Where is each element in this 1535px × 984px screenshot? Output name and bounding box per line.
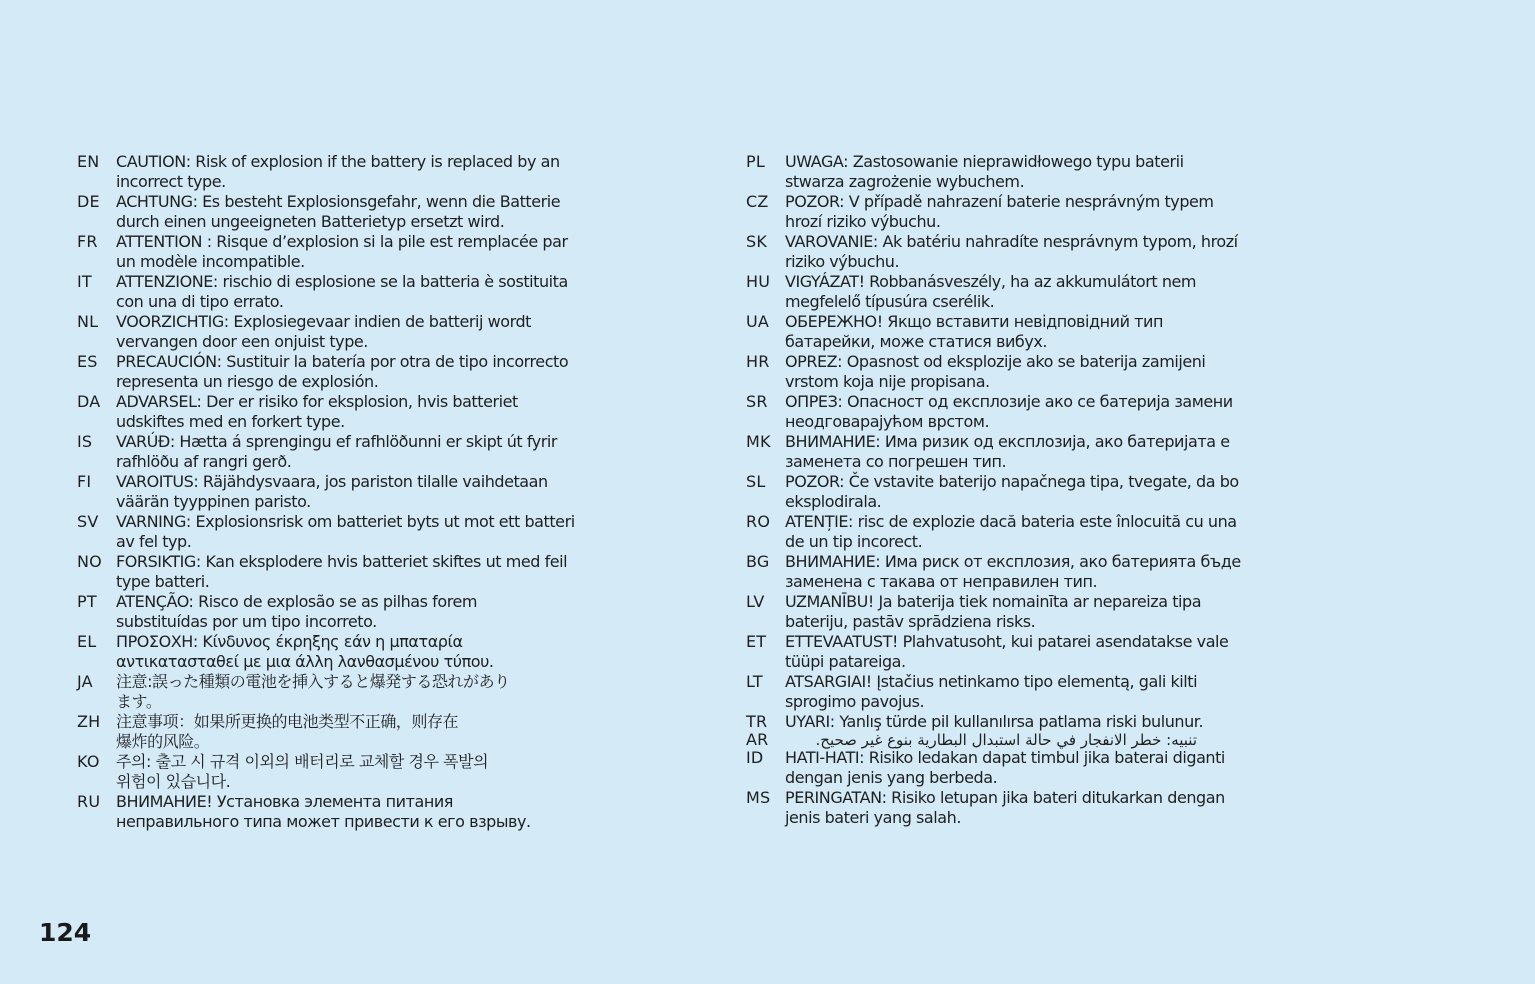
warning-text [785,748,1306,788]
warning-text-line: VARÚÐ: Hætta á sprengingu ef rafhlöðunni er skipt út fyrir [116,432,558,451]
warning-text-line: representa un riesgo de explosión. [116,372,379,391]
warning-text-line: incorrect type. [116,172,226,191]
warning-text [785,392,1306,432]
warning-entry [77,792,637,832]
language-code: IS [77,432,93,451]
warning-entry [77,152,637,192]
warning-text-line: CAUTION: Risk of explosion if the battery is replaced by an [116,152,560,171]
warning-text-line: ATENȚIE: risc de explozie dacă bateria este înlocuită cu una [785,512,1237,531]
warning-text-line: VOORZICHTIG: Explosiegevaar indien de batterij wordt [116,312,532,331]
warning-entry [746,312,1306,352]
warning-entry [746,552,1306,592]
warning-text-line: hrozí riziko výbuchu. [785,212,941,231]
warning-text-line: VAROVANIE: Ak batériu nahradíte nesprávnym typom, hrozí [785,232,1238,251]
language-code: ES [77,352,98,371]
right-column [746,152,1306,828]
left-column [77,152,637,832]
warning-text-line: ATENÇÃO: Risco de explosão se as pilhas forem [116,592,478,611]
warning-entry [77,752,637,792]
warning-entry [77,632,637,672]
warning-text-line: av fel typ. [116,532,192,551]
warning-entry [77,312,637,352]
warning-text-line: ΠΡΟΣΟΧΗ: Κίνδυνος έκρηξης εάν η μπαταρία [116,632,463,651]
warning-entry [77,392,637,432]
warning-entry [77,272,637,312]
warning-text-line: HATI-HATI: Risiko ledakan dapat timbul jika baterai diganti [785,748,1225,767]
language-code: AR [746,730,769,749]
warning-text [785,312,1306,352]
warning-entry [746,432,1306,472]
language-code: LT [746,672,763,691]
warning-text-line: durch einen ungeeigneten Batterietyp ersetzt wird. [116,212,505,231]
language-code: ZH [77,712,101,731]
warning-text-line: αντικατασταθεί με μια άλλη λανθασμένου τύπου. [116,652,494,671]
warning-text-line: udskiftes med en forkert type. [116,412,345,431]
language-code: EL [77,632,97,651]
warning-text-line: заменена с такава от неправилен тип. [785,572,1098,591]
warning-text [116,672,637,712]
warning-text [116,312,637,352]
language-code: MK [746,432,771,451]
language-code: NO [77,552,102,571]
warning-text-line: ВНИМАНИЕ! Установка элемента питания [116,792,453,811]
warning-text [785,472,1306,512]
warning-text [116,272,637,312]
warning-entry [77,432,637,472]
warning-text [785,552,1306,592]
warning-text-line: dengan jenis yang berbeda. [785,768,998,787]
warning-text-line: substituídas por um tipo incorreto. [116,612,377,631]
warning-entry [746,672,1306,712]
warning-text-line: 注意事项：如果所更换的电池类型不正确，则存在 [116,712,459,731]
warning-text [116,712,637,752]
language-code: LV [746,592,765,611]
warning-text [785,632,1306,672]
warning-entry [746,592,1306,632]
warning-text-line: ATTENZIONE: rischio di esplosione se la batteria è sostituita [116,272,568,291]
language-code: FR [77,232,98,251]
warning-text [785,432,1306,472]
language-code: PL [746,152,765,171]
warning-entry [746,272,1306,312]
warning-entry [746,788,1306,828]
warning-text-line: sprogimo pavojus. [785,692,925,711]
warning-text-line: تنبيه: خطر الانفجار في حالة استبدال البطارية بنوع غير صحيح. [815,731,1197,749]
warning-text-line: ОБЕРЕЖНО! Якщо вставити невідповідний тип [785,312,1164,331]
warning-text-line: ОПРЕЗ: Опасност од експлозије ако се батерија замени [785,392,1233,411]
warning-text [785,788,1306,828]
warning-text [116,512,637,552]
warning-entry [746,392,1306,432]
warning-text [785,732,1306,748]
warning-text [785,192,1306,232]
warning-entry [77,352,637,392]
warning-text [785,272,1306,312]
language-code: FI [77,472,92,491]
warning-text-line: riziko výbuchu. [785,252,900,271]
warning-text-line: батарейки, може статися вибух. [785,332,1048,351]
warning-text-line: vervangen door een onjuist type. [116,332,368,351]
warning-entry [77,672,637,712]
warning-entry [746,472,1306,512]
warning-entry [746,512,1306,552]
warning-text-line: FORSIKTIG: Kan eksplodere hvis batteriet skiftes ut med feil [116,552,568,571]
warning-entry [77,192,637,232]
warning-text-line: con una di tipo errato. [116,292,284,311]
warning-entry [77,592,637,632]
warning-text-line: PRECAUCIÓN: Sustituir la batería por otra de tipo incorrecto [116,352,569,371]
warning-text-line: ВНИМАНИЕ: Има риск от експлозия, ако батерията бъде [785,552,1241,571]
page-number: 124 [39,918,92,947]
warning-text-line: VARNING: Explosionsrisk om batteriet byts ut mot ett batteri [116,512,575,531]
warning-text-line: type batteri. [116,572,210,591]
warning-text [116,792,637,832]
warning-text-line: tüüpi patareiga. [785,652,906,671]
warning-text-line: неправильного типа может привести к его взрыву. [116,812,531,831]
language-code: IT [77,272,92,291]
language-code: PT [77,592,97,611]
warning-text-line: ATSARGIAI! Įstačius netinkamo tipo elementą, gali kilti [785,672,1198,691]
language-code: SK [746,232,768,251]
warning-text-line: rafhlöðu af rangri gerð. [116,452,292,471]
warning-entry [77,512,637,552]
warning-text-line: väärän tyyppinen paristo. [116,492,311,511]
language-code: DA [77,392,101,411]
warning-text [785,592,1306,632]
warning-entry [746,732,1306,748]
warning-text-line: POZOR: Če vstavite baterijo napačnega tipa, tvegate, da bo [785,472,1239,491]
warning-text [116,632,637,672]
warning-text [116,232,637,272]
language-code: SL [746,472,766,491]
warning-text-line: ETTEVAATUST! Plahvatusoht, kui patarei asendatakse vale [785,632,1229,651]
warning-text-line: UYARI: Yanlış türde pil kullanılırsa patlama riski bulunur. [785,712,1204,731]
warning-entry [746,232,1306,272]
warning-text-line: UZMANĪBU! Ja baterija tiek nomainīta ar nepareiza tipa [785,592,1202,611]
warning-text [785,512,1306,552]
warning-text [785,232,1306,272]
warning-text-line: PERINGATAN: Risiko letupan jika bateri ditukarkan dengan [785,788,1225,807]
warning-text-line: un modèle incompatible. [116,252,305,271]
language-code: HU [746,272,771,291]
language-code: SV [77,512,99,531]
language-code: UA [746,312,770,331]
language-code: EN [77,152,100,171]
warning-text-line: 위험이 있습니다. [116,772,231,791]
warning-text [116,592,637,632]
warning-text-line: bateriju, pastāv sprādziena risks. [785,612,1036,631]
warning-text-line: POZOR: V případě nahrazení baterie nesprávným typem [785,192,1214,211]
language-code: MS [746,788,771,807]
warning-text-line: de un tip incorect. [785,532,923,551]
language-code: TR [746,712,768,731]
warning-text-line: неодговарајућом врстом. [785,412,990,431]
language-code: BG [746,552,770,571]
language-code: RU [77,792,101,811]
warning-entry [746,152,1306,192]
warning-text-line: stwarza zagrożenie wybuchem. [785,172,1025,191]
warning-text [116,352,637,392]
warning-entry [746,192,1306,232]
language-code: NL [77,312,99,331]
warning-text-line: ます。 [116,692,162,711]
warning-text-line: заменета со погрешен тип. [785,452,1007,471]
warning-text [785,672,1306,712]
language-code: HR [746,352,770,371]
warning-text-line: 注意:誤った種類の電池を挿入すると爆発する恐れがあり [116,672,510,691]
warning-text-line: UWAGA: Zastosowanie nieprawidłowego typu baterii [785,152,1184,171]
warning-text [116,472,637,512]
warning-entry [77,552,637,592]
warning-entry [746,712,1306,732]
language-code: RO [746,512,771,531]
warning-entry [77,472,637,512]
language-code: ID [746,748,764,767]
warning-text-line: megfelelő típusúra cserélik. [785,292,995,311]
warning-text-line: eksplodirala. [785,492,882,511]
warning-entry [746,748,1306,788]
warning-text-line: OPREZ: Opasnost od eksplozije ako se baterija zamijeni [785,352,1206,371]
warning-text [116,432,637,472]
warning-text-line: jenis bateri yang salah. [785,808,961,827]
warning-entry [77,232,637,272]
warning-entry [746,632,1306,672]
warning-text-line: VAROITUS: Räjähdysvaara, jos pariston tilalle vaihdetaan [116,472,548,491]
warning-text-line: 주의: 출고 시 규격 이외의 배터리로 교체할 경우 폭발의 [116,752,489,771]
language-code: CZ [746,192,769,211]
warning-text [116,552,637,592]
warning-entry [77,712,637,752]
language-code: DE [77,192,100,211]
warning-text-line: VIGYÁZAT! Robbanásveszély, ha az akkumulátort nem [785,272,1197,291]
warning-text [116,192,637,232]
warning-text-line: ADVARSEL: Der er risiko for eksplosion, hvis batteriet [116,392,518,411]
warning-text [785,712,1306,732]
warning-text-line: vrstom koja nije propisana. [785,372,990,391]
warning-text-line: ВНИМАНИЕ: Има ризик од експлозија, ако батеријата е [785,432,1230,451]
warning-text-line: 爆炸的风险。 [116,732,210,751]
language-code: KO [77,752,100,771]
language-code: ET [746,632,767,651]
warning-text [785,152,1306,192]
warning-text [116,752,637,792]
language-code: JA [77,672,93,691]
warning-text [785,352,1306,392]
warning-text [116,392,637,432]
warning-text-line: ACHTUNG: Es besteht Explosionsgefahr, wenn die Batterie [116,192,561,211]
warning-text [116,152,637,192]
language-code: SR [746,392,768,411]
warning-text-line: ATTENTION : Risque d’explosion si la pile est remplacée par [116,232,568,251]
warning-entry [746,352,1306,392]
